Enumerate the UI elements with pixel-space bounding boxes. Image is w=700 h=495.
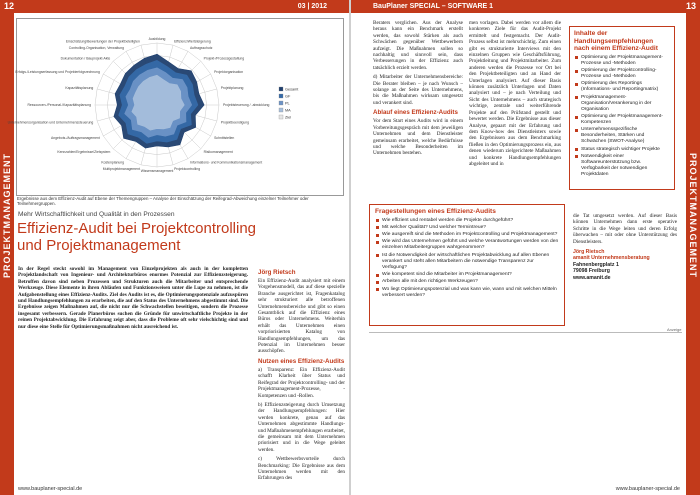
axis-label: Effizienz/Wertsteigerung	[174, 39, 211, 44]
author-city: 79098 Freiburg	[573, 268, 610, 275]
legend-swatch	[279, 87, 283, 91]
legend-label: GF	[285, 94, 291, 99]
axis-label: Unternehmensorganisation und Unternehmenssteuerung	[7, 120, 94, 125]
legend-label: Gesamt	[285, 87, 299, 92]
figure-caption: Ergebnisse aus dem Effizienz-Audit auf Ebene der Themengruppen – Analyse der Einschätzung der Reifegrad-Abweichung einzelner Teilnehmer oder Teilnehmergruppen.	[17, 196, 309, 207]
legend-swatch	[279, 94, 283, 98]
author-street: Fahnenbergplatz 1	[573, 261, 619, 268]
axis-label: Informations- und Kommunikationsmanagement	[190, 160, 263, 165]
author-web: www.amanit.de	[573, 274, 611, 281]
section-heading: Ablauf eines Effizienz-Audits	[373, 109, 458, 117]
axis-label: Projektbeendigung	[220, 120, 250, 125]
right-side-band	[686, 13, 700, 495]
left-side-band	[0, 13, 14, 495]
axis-label: Ressourcen-/Personal-/Kapazitätsplanung	[27, 103, 91, 108]
list-item: Status strategisch wichtiger Projekte	[574, 147, 670, 153]
fragen-box	[369, 204, 565, 326]
list-item: Wie effizient und rentabel werden die Projekte durchgeführt?	[375, 218, 559, 224]
legend-swatch	[279, 108, 283, 112]
body-text: Ein Effizienz-Audit analysiert mit einem Vorgehensmodell, das auf diese spezielle Branche ausgerichtet ist, Fragenkatalog sehr strukturiert alle betroffenen Unternehmensbereiche und gibt so einen Gesamtblick auf die Effizienz eines Büros oder Unternehmens. Weiterhin erhält das Unternehmen einen vorpriorisierten Katalog von Handlungsempfehlungen, um das Potenzial im Unternehmen besser ausschöpfen.	[258, 278, 345, 355]
list-item: d) Mitarbeiter der Unternehmensbereiche: Die Berater bleiben – je nach Wunsch – solange an der Seite des Unternehmens, bis die Maßnahmen wirksam umgesetzt und verankert sind.	[373, 74, 463, 106]
left-header-bar	[0, 0, 349, 13]
inhalte-box	[569, 26, 675, 190]
list-item: Optimierung der Projektmanagement-Kompetenzen	[574, 114, 670, 126]
list-item: a) Transparenz: Ein Effizienz-Audit schafft Klarheit über Status und Reifegrad der Projektcontrolling- und der Projektmanagement-Prozesse, -Kompetenzen und -Rollen.	[258, 366, 345, 399]
axis-label: Projektcontrolling	[174, 166, 201, 171]
axis-label: Kapazitätsplanung	[65, 86, 94, 91]
radar-chart	[7, 19, 343, 195]
issue-label: 03 | 2012	[297, 3, 327, 10]
section-label: PROJEKTMANAGEMENT	[688, 153, 698, 279]
right-header-bar	[351, 0, 700, 13]
body-text: men vorlagen. Dabei werden vor allem die konkreten Ziele für das Audit-Projekt ermittelt und festgemacht. Der Audit-Prozess selbst ist mehrschichtig. Zum einen gibt es strukturierte Interviews mit den einzelnen Gruppen wie Geschäftsführung, Projektleitung und Projektmitarbeiter. Zum anderen werden die Prozesse vor Ort bei den Projektbeteiligten und an Hand der Unterlagen analysiert. Auf dieser Basis können zusätzlich Unterlagen und Daten analysiert und – je nach Verteilung und Sicht des Unternehmens – auch strategisch wichtige, zentrale und weiterführende Projekte auf den Prüfstand gestellt und bewertet werden. Die Ergebnisse aus dieser Analyse, gepaart mit der Erfahrung und dem Know-how des Dienstleisters sowie den Ergebnissen aus dem Benchmarking fließen in den Optimierungsprozess ein, aus denen wiederum zielgerichtete Maßnahmen und konkrete Handlungsempfehlungen abgeleitet und in	[469, 20, 561, 167]
legend-swatch	[279, 115, 283, 119]
axis-label: Kostenplanung	[101, 160, 124, 165]
axis-label: Auftragsschutz	[190, 46, 213, 51]
kicker: Mehr Wirtschaftlichkeit und Qualität in den Prozessen	[18, 211, 175, 218]
page-number: 13	[685, 1, 696, 11]
inhalte-title: Inhalte der Handlungsempfehlungen nach einem Effizienz-Audit	[574, 30, 658, 53]
list-item: Ist die Notwendigkeit der wirtschaftlichen Projektabwicklung auf allen Ebenen verankert und steht allen Mitarbeitern die notwendige Transparenz zur Verfügung?	[375, 253, 559, 271]
list-item: Optimierung der Projektmanagement-Prozesse und -Methoden	[574, 55, 670, 67]
inhalte-list	[574, 55, 670, 178]
legend-swatch	[279, 101, 283, 105]
left-page	[0, 0, 349, 495]
right-page	[351, 0, 700, 495]
right-column-2	[469, 20, 561, 170]
axis-label: Risikomanagement	[203, 149, 233, 154]
list-item: c) Wettbewerbsvorteile durch Benchmarking: Die Ergebnisse aus dem Unternehmen werden mit den Erfahrungen des	[258, 456, 345, 482]
body-text: Vor dem Start eines Audits wird in einem Vorbereitungsgespräch mit dem jeweiligen Unternehmen und dem Dienstleister gemeinsam erarbeitet, welche Bedürfnisse und welche Besonderheiten im Unternehmen bestehen.	[373, 118, 463, 157]
list-item: Wie wird das Unternehmen geführt und welche Verantwortungen werden von den einzelnen Mitarbeitergruppen wahrgenommen?	[375, 239, 559, 251]
body-text: Beraters verglichen. Aus der Analyse heraus kann ein Benchmark erstellt werden, das sowohl Stärken als auch Schwächen gegenüber Wettbewerbern aufzeigt. Die Maßnahmen sollen so nachhaltig und sinnvoll sein, dass Verbesserungen in der Effizienz auch tatsächlich erzielt werden.	[373, 20, 463, 71]
axis-label: Projektplanung	[220, 86, 244, 91]
author-name: Jörg Rietsch	[573, 249, 605, 256]
fragen-title: Fragestellungen eines Effizienz-Audits	[375, 208, 496, 215]
axis-label: Wissensmanagement	[140, 169, 174, 174]
list-item: Mit welcher Qualität? Und welcher Termintreue?	[375, 225, 559, 231]
title-line-2: und Projektmanagement	[17, 237, 181, 254]
axis-label: Projekt-/Prozessgestaltung	[203, 56, 245, 61]
fragen-list	[375, 218, 559, 299]
author-byline: Jörg Rietsch	[258, 269, 296, 276]
axis-label: Projektorganisation	[214, 70, 244, 75]
left-column-2	[258, 266, 345, 485]
list-item: Optimierung des Reportings (Informations- und Reportingmatrix)	[574, 81, 670, 93]
page-number: 12	[4, 1, 15, 11]
list-item: Unternehmensspezifische Besonderheiten, Stärken und Schwächen (SWOT-Analyse)	[574, 127, 670, 145]
footer-url: www.bauplaner-special.de	[18, 486, 83, 492]
anzeige-label: Anzeige	[667, 327, 682, 332]
author-company: amanit Unternehmensberatung	[573, 255, 650, 262]
magazine-label: BauPlaner SPECIAL – SOFTWARE 1	[373, 3, 494, 10]
list-item: Arbeiten alle mit den richtigen Werkzeugen?	[375, 279, 559, 285]
list-item: Optimierung der Projektcontrolling-Prozesse und -Methoden	[574, 68, 670, 80]
axis-label: Dokumentation / Bauprojekt-Akte	[60, 56, 111, 61]
axis-label: Multiprojektmanagement	[102, 166, 140, 171]
section-label: PROJEKTMANAGEMENT	[2, 153, 12, 279]
axis-label: Ausbildung	[148, 37, 166, 42]
list-item: Wo liegt Optimierungspotenzial und was kann wie, wann und mit welchen Mitteln verbessert werden?	[375, 287, 559, 299]
axis-label: Schnittstellen	[214, 136, 235, 141]
axis-label: Kennzahlen/Ergebnisse/Zielsystem	[57, 149, 111, 154]
section-heading: Nutzen eines Effizienz-Audits	[258, 357, 345, 365]
list-item: Wie ausgereift sind die Methoden im Projektcontrolling und Projektmanagement?	[375, 232, 559, 238]
article-title	[17, 220, 347, 254]
axis-label: Controlling-Organisation, Verwaltung	[68, 46, 124, 51]
list-item: Projektmanagement-Organisation/Verankerung in der Organisation	[574, 95, 670, 113]
list-item: Notwendigkeit einer Softwareunterstützung bzw. Verfügbarkeit der notwendigen Projektdaten	[574, 154, 670, 178]
axis-label: Erfolgs-/Leistungserfassung und Projekterfolgsrechnung	[15, 70, 100, 75]
legend-label: Ziel	[285, 115, 292, 120]
body-text: die Tat umgesetzt werden. Auf dieser Basis können Unternehmen dann erste operative Schritte in die Wege leiten und deren Erfolg überwachen – mit oder ohne Unterstützung des Dienstleisters.	[573, 213, 677, 245]
author-box	[573, 249, 677, 281]
right-column-3	[573, 213, 677, 281]
list-item: b) Effizienzsteigerung durch Umsetzung der Handlungsempfehlungen: Hier werden konkrete, genau auf das Unternehmen abgestimmte Handlungs- und Maßnahmenempfehlungen erarbeitet, die gemeinsam mit dem Unternehmen priorisiert und in die Wege geleitet werden.	[258, 401, 345, 453]
legend-label: PL	[285, 101, 290, 106]
footer-url: www.bauplaner-special.de	[615, 486, 680, 492]
axis-label: Angebots-/Auftragsmanagement	[51, 136, 100, 141]
legend-label: MA	[285, 108, 291, 113]
axis-label: Einschätzung/Bewertungen der Projektbeteiligten	[65, 39, 140, 44]
radar-chart-figure	[7, 18, 344, 196]
right-column-1	[373, 20, 463, 160]
list-item: Wie kompetent sind die Mitarbeiter im Projektmanagement?	[375, 272, 559, 278]
lead-paragraph: In der Regel steckt sowohl im Management von Einzelprojekten als auch in der kompletten Projektlandschaft von Ingenieur- und Architekturbüros enormes Potenzial zur Effizienzsteigerung. Betroffen davon sind neben Prozessen und Strukturen auch die Mitarbeiter und entsprechende Werkzeuge. Diese Elemente in ihren Abläufen und Funktionsweisen unter die Lupe zu nehmen, ist die Aufgabenstellung eines Effizienz-Audits. Ziel des Audits ist es, die Optimierungspotenziale aufzuspüren und Handlungsempfehlungen zu erarbeiten, die auf den Status des Unternehmens abgestimmt sind. Die Ergebnisse zeigen Maßnahmen auf, die nicht nur die Schwachstellen beseitigen, sondern die Prozesse insgesamt verbessern. Gerade Planerbüros suchen die Gründe für unwirtschaftliche Projekte in der reinen Projektabwicklung. Die Erfahrung zeigt aber, dass die Probleme oft sehr vielschichtig sind und nur diese eine Stelle für Optimierungsmaßnahmen nicht ausreichend ist.	[18, 266, 248, 330]
title-line-1: Effizienz-Audit bei Projektcontrolling	[17, 220, 257, 237]
ad-divider	[369, 332, 682, 333]
axis-label: Projektsteuerung / -abwicklung	[223, 103, 270, 108]
